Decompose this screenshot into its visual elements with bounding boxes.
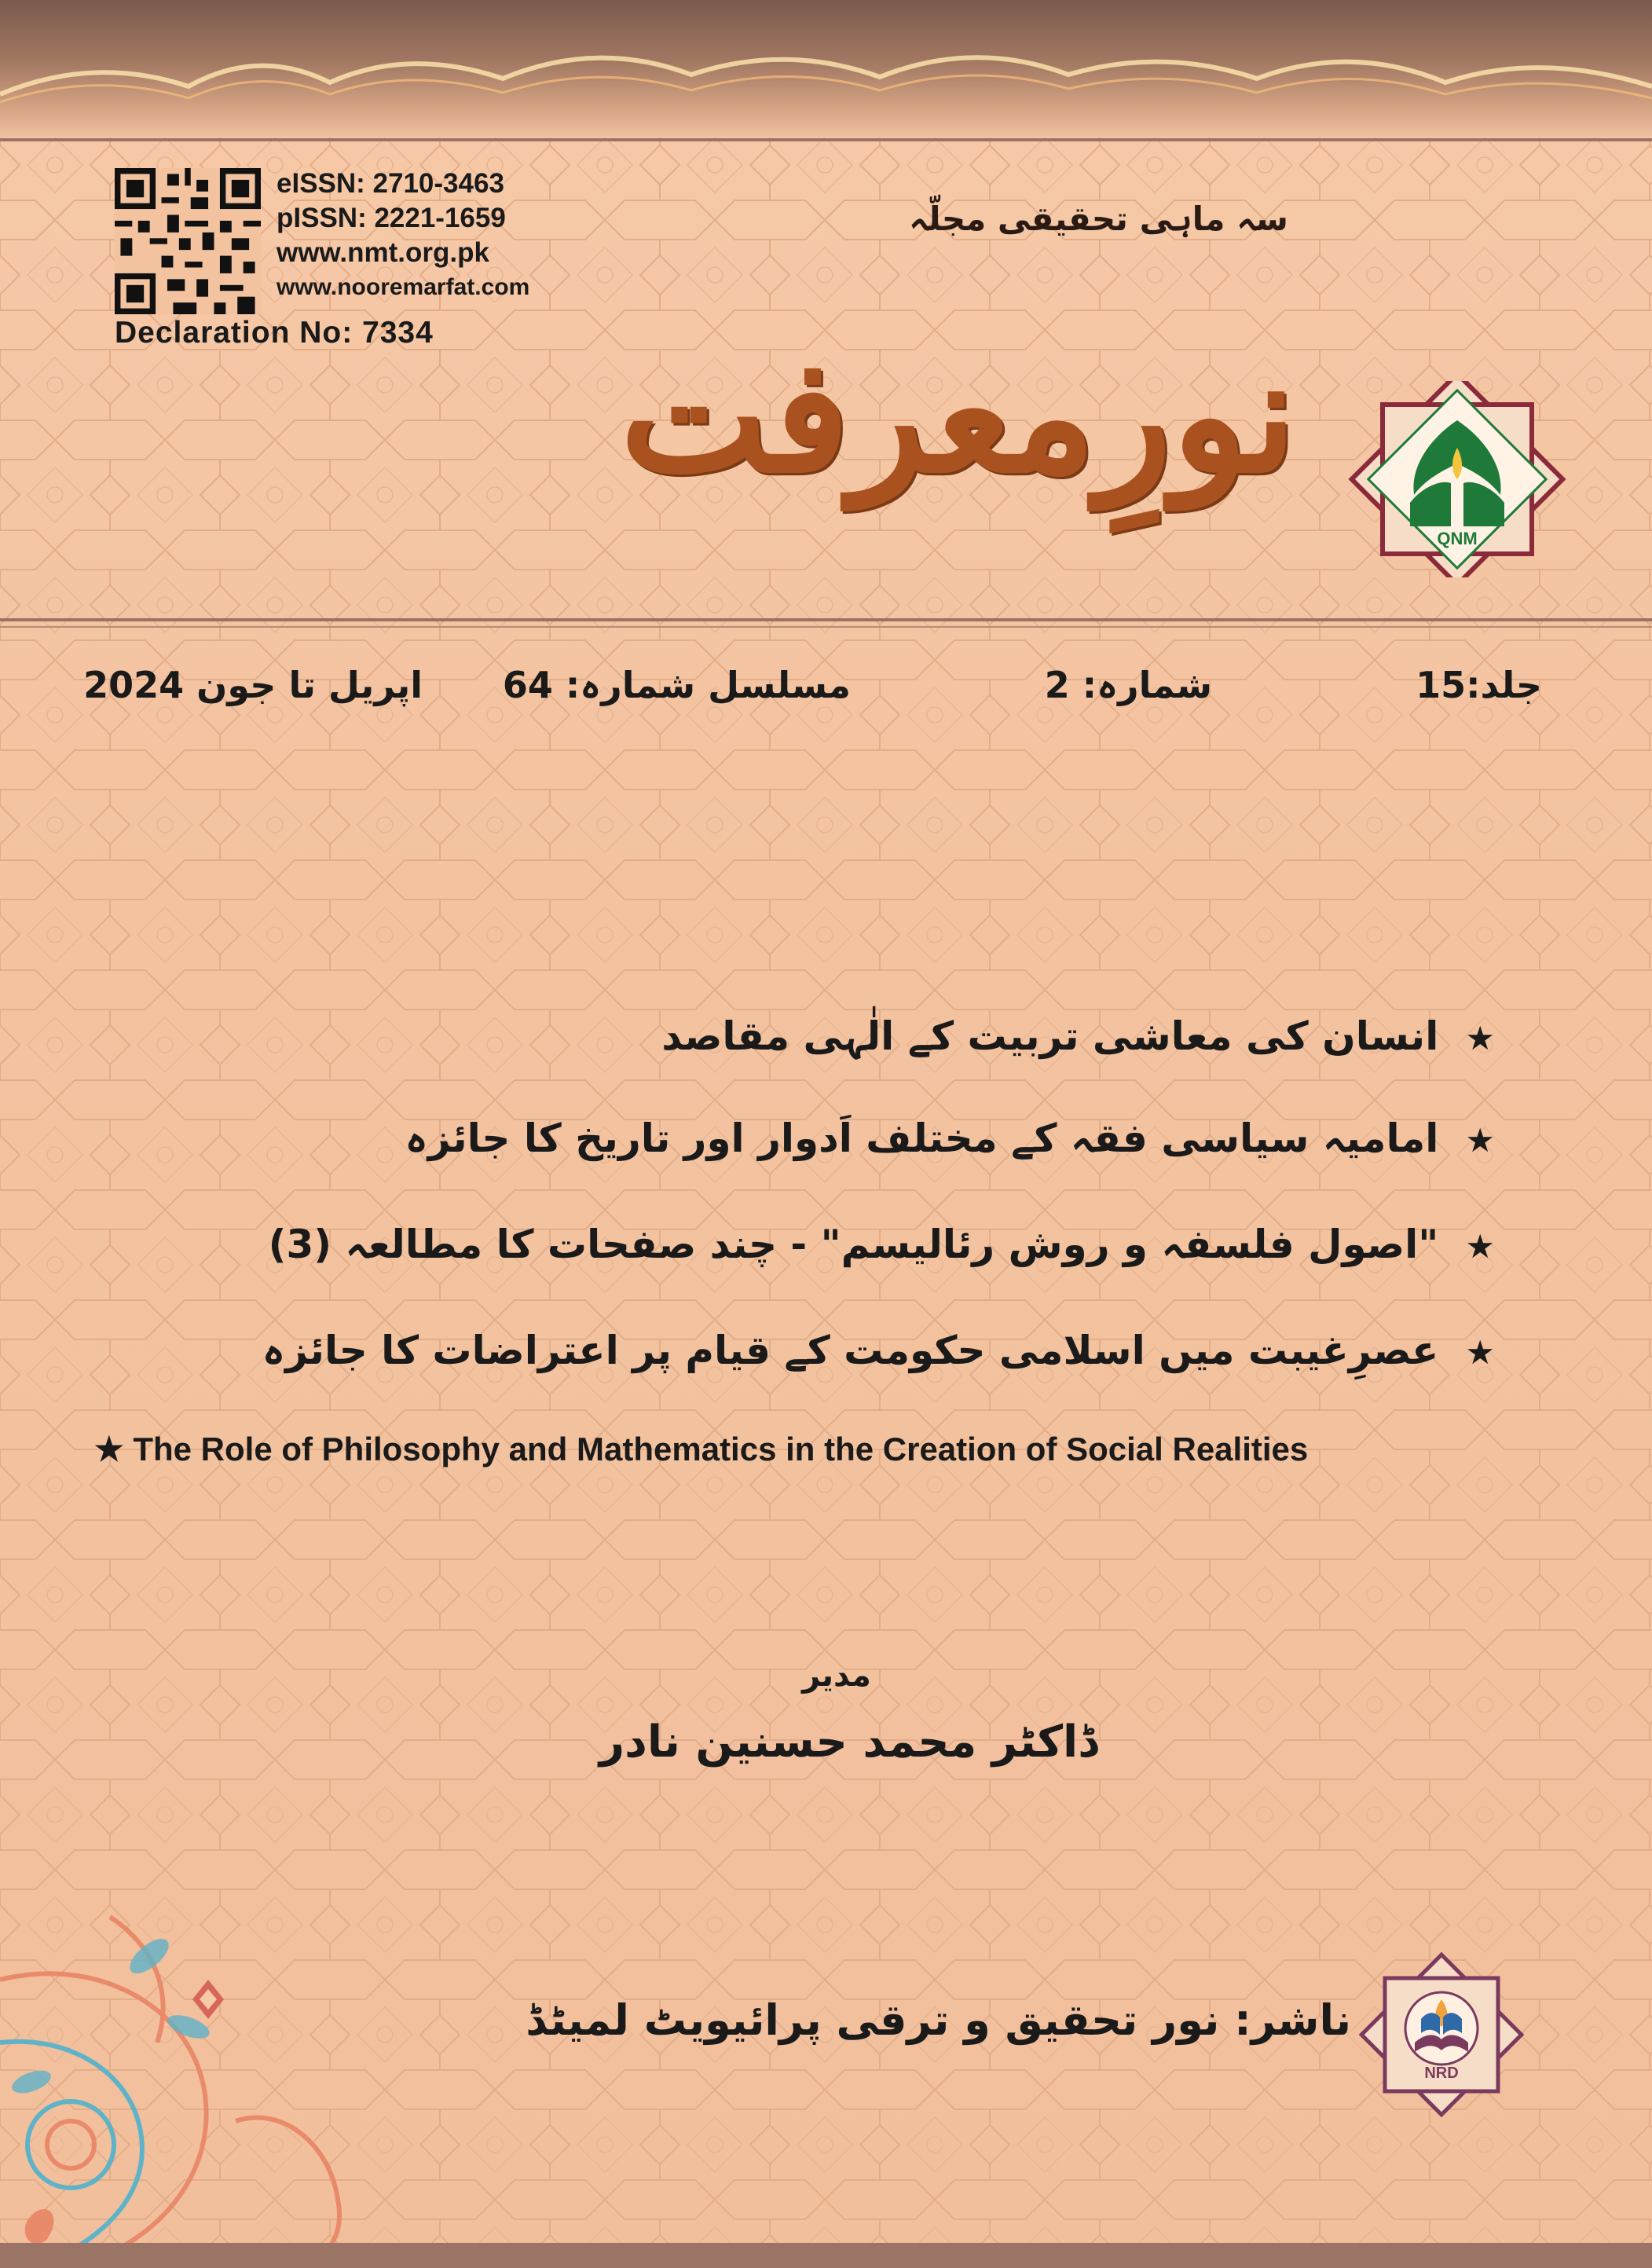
floral-ornament <box>0 1885 408 2268</box>
star-icon: ★ <box>1465 1121 1495 1160</box>
bottom-band <box>0 2243 1652 2268</box>
toc-item-title: عصرِغیبت میں اسلامی حکومت کے قیام پر اعتراضات کا جائزہ <box>262 1328 1439 1373</box>
website-primary[interactable]: www.nmt.org.pk <box>277 237 489 268</box>
toc-item[interactable] <box>262 1328 1495 1373</box>
nrd-logo-text: NRD <box>1424 2065 1459 2082</box>
top-glow-ornament <box>0 0 1652 137</box>
identifiers-block <box>277 167 529 305</box>
toc-item[interactable] <box>395 1013 1495 1059</box>
star-icon: ★ <box>94 1431 124 1467</box>
toc-item-title: The Role of Philosophy and Mathematics in the Creation of Social Realities <box>133 1431 1309 1467</box>
website-secondary[interactable]: www.nooremarfat.com <box>277 274 530 300</box>
star-icon: ★ <box>1465 1019 1495 1057</box>
publisher-text: ناشر: نور تحقیق و ترقی پرائیویٹ لمیٹڈ <box>526 1995 1351 2045</box>
editor-name: ڈاکٹر محمد حسنین نادر <box>599 1717 1098 1768</box>
issue-date: اپریل تا جون 2024 <box>83 664 423 706</box>
issue-serial: مسلسل شمارہ: 64 <box>502 664 851 706</box>
pissn: pISSN: 2221-1659 <box>277 203 506 233</box>
issue-volume: جلد:15 <box>1416 664 1542 706</box>
editor-label: مدیر <box>802 1658 871 1694</box>
journal-title: نورِمعرفت <box>620 324 1297 508</box>
star-icon: ★ <box>1465 1333 1495 1372</box>
qnm-logo-icon <box>1339 381 1575 577</box>
issue-number: شمارہ: 2 <box>1044 664 1212 706</box>
declaration-number: Declaration No: 7334 <box>115 316 434 350</box>
toc-item-title: امامیہ سیاسی فقہ کے مختلف اَدوار اور تاریخ کا جائزہ <box>405 1116 1439 1161</box>
toc-item-title: "اصول فلسفہ و روش رئالیسم" - چند صفحات کا مطالعہ (3) <box>268 1222 1439 1267</box>
toc-item[interactable] <box>268 1222 1495 1267</box>
journal-subtitle: سہ ماہی تحقیقی مجلّہ <box>909 200 1288 238</box>
qr-code-icon <box>115 168 261 314</box>
top-decorative-band <box>0 0 1652 137</box>
masthead-rule-thin <box>0 626 1652 628</box>
toc-item-title: انسان کی معاشی تربیت کے الٰہی مقاصد <box>661 1013 1439 1059</box>
toc-item-english[interactable] <box>94 1430 1308 1468</box>
star-icon: ★ <box>1465 1227 1495 1266</box>
toc-item[interactable] <box>395 1116 1495 1161</box>
eissn: eISSN: 2710-3463 <box>277 168 504 199</box>
masthead-rule <box>0 618 1652 621</box>
nrd-logo-icon <box>1359 1952 1524 2117</box>
top-rule <box>0 138 1652 141</box>
qnm-logo-text: QNM <box>1437 529 1478 548</box>
